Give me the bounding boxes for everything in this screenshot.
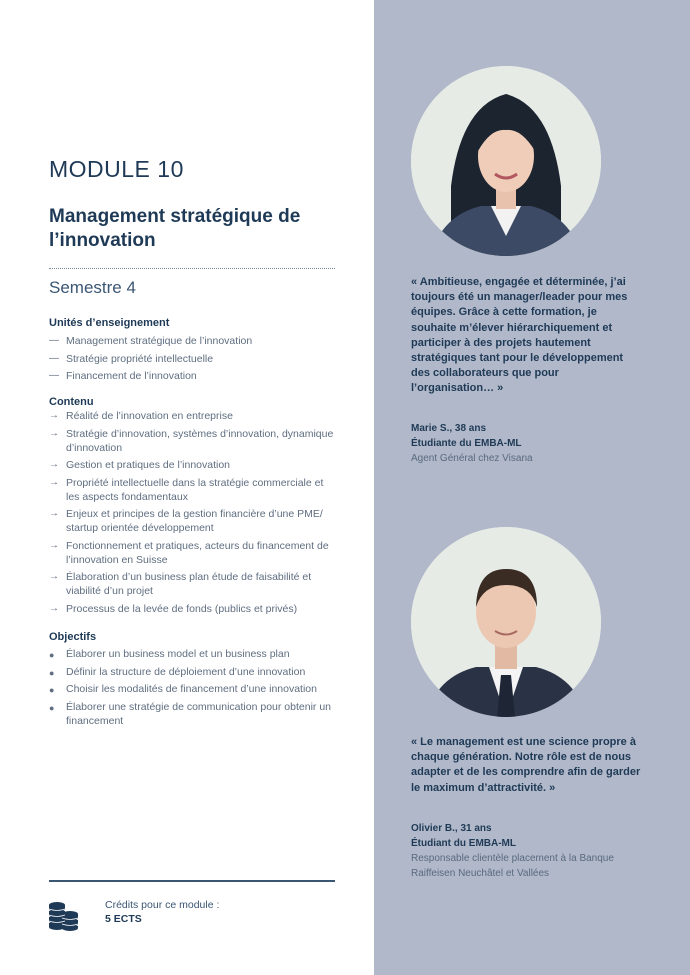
objectives-list xyxy=(49,647,339,731)
bullet-marker: ● xyxy=(49,650,55,660)
list-item: ● Élaborer une stratégie de communication pour obtenir un financement xyxy=(49,700,331,727)
arrow-marker: → xyxy=(49,459,59,470)
arrow-marker: → xyxy=(49,476,59,488)
credits-value: 5 ECTS xyxy=(105,913,142,925)
bottom-divider xyxy=(49,880,335,882)
list-item: → Enjeux et principes de la gestion financière d’une PME/ startup orientée développement xyxy=(49,508,323,534)
credits-label: Crédits pour ce module : xyxy=(105,899,220,911)
list-item: — Management stratégique de l’innovation xyxy=(49,335,253,347)
testimonial-program-2: Étudiant du EMBA-ML xyxy=(411,838,516,849)
semester-label: Semestre 4 xyxy=(49,278,136,297)
list-item: ● Choisir les modalités de financement d’une innovation xyxy=(49,683,317,695)
units-heading: Unités d’enseignement xyxy=(49,317,170,329)
module-title: Management stratégique de l’innovation xyxy=(49,206,301,251)
list-item: — Financement de l’innovation xyxy=(49,370,197,382)
content-heading: Contenu xyxy=(49,396,94,408)
dash-marker: — xyxy=(49,370,59,381)
content-list xyxy=(49,409,339,619)
testimonial-program-1: Étudiante du EMBA-ML xyxy=(411,438,522,449)
portrait-woman xyxy=(411,66,601,256)
dash-marker: — xyxy=(49,352,59,364)
bullet-marker: ● xyxy=(49,667,55,678)
bullet-marker: ● xyxy=(49,702,55,713)
testimonial-role-1: Agent Général chez Visana xyxy=(411,453,533,464)
testimonial-quote-2: « Le management est une science propre à chaque génération. Notre rôle est de nous adapter et de les comprendre afin de garder le maximum d’attractivité. » xyxy=(411,736,641,794)
list-item: → Stratégie d’innovation, systèmes d’innovation, dynamique d’innovation xyxy=(49,427,334,454)
list-item: → Gestion et pratiques de l’innovation xyxy=(49,459,231,471)
list-item: ● Élaborer un business model et un business plan xyxy=(49,648,290,660)
coins-icon xyxy=(48,900,80,932)
testimonial-role-2: Responsable clientèle placement à la Banque Raiffeisen Neuchâtel et Vallées xyxy=(411,853,614,879)
testimonial-name-2: Olivier B., 31 ans xyxy=(411,823,492,834)
arrow-marker: → xyxy=(49,410,59,421)
list-item: → Fonctionnement et pratiques, acteurs du financement de l’innovation en Suisse xyxy=(49,539,329,566)
arrow-marker: → xyxy=(49,427,59,439)
bullet-marker: ● xyxy=(49,685,55,695)
testimonial-name-1: Marie S., 38 ans xyxy=(411,423,487,434)
arrow-marker: → xyxy=(49,602,59,614)
dash-marker: — xyxy=(49,335,59,346)
dotted-divider xyxy=(49,268,335,269)
units-list xyxy=(49,334,339,387)
list-item: → Réalité de l’innovation en entreprise xyxy=(49,410,233,422)
module-number: MODULE 10 xyxy=(49,156,184,182)
list-item: → Propriété intellectuelle dans la stratégie commerciale et les aspects fondamentaux xyxy=(49,476,324,503)
list-item: — Stratégie propriété intellectuelle xyxy=(49,352,214,365)
list-item: ● Définir la structure de déploiement d’une innovation xyxy=(49,665,306,678)
testimonial-quote-1: « Ambitieuse, engagée et déterminée, j’ai toujours été un manager/leader pour mes équipes. Grâce à cette formation, je souhaite m’élever hiérarchiquement et participer à des projets hautement stratégiques tant pour le développement des collaborateurs que pour l’organisation… » xyxy=(411,276,628,395)
objectives-heading: Objectifs xyxy=(49,631,97,643)
list-item: → Élaboration d’un business plan étude de faisabilité et viabilité d’un projet xyxy=(49,571,312,597)
arrow-marker: → xyxy=(49,508,59,519)
arrow-marker: → xyxy=(49,539,59,551)
arrow-marker: → xyxy=(49,571,59,582)
portrait-man xyxy=(411,527,601,717)
list-item: → Processus de la levée de fonds (publics et privés) xyxy=(49,602,298,615)
